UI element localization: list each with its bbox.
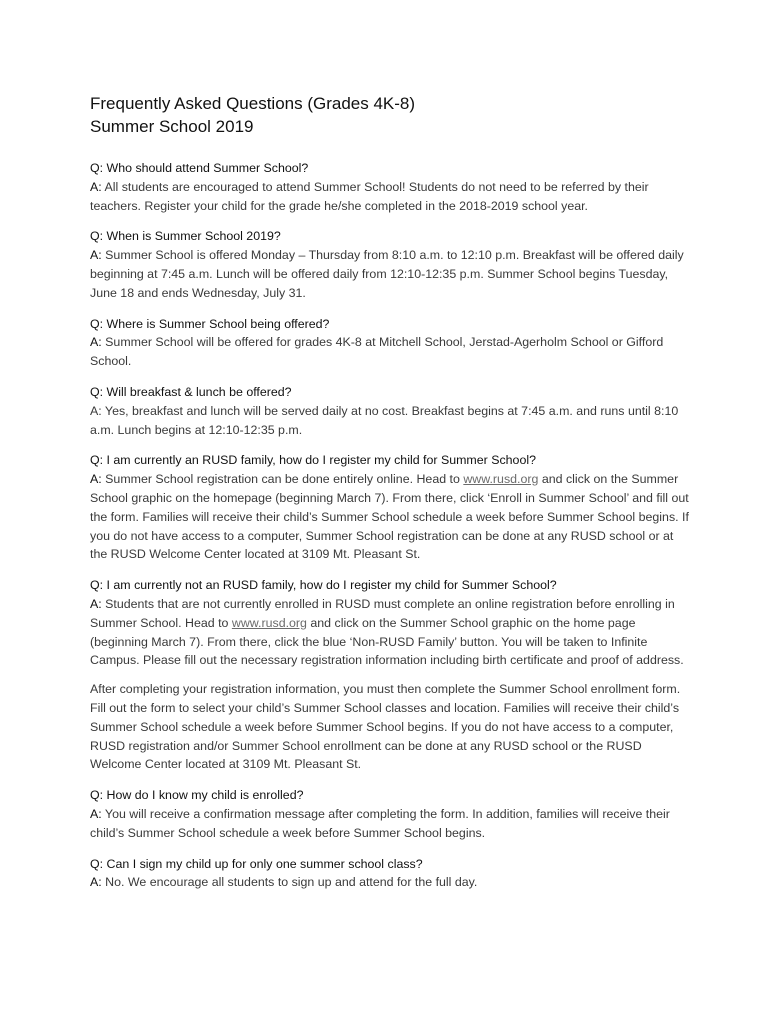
answer-text: Summer School registration can be done entirely online. Head to (101, 472, 464, 487)
answer-prefix: A: (90, 472, 102, 487)
answer-text: and click on the Summer School graphic on the homepage (beginning March 7). From there, click ‘Enroll in Summer School’ and fill out the form. Families will receive their child’s Summer School schedule a week before Summer School begins. If you do not have access to a computer, Summer School registration can be done at any RUSD school or at the RUSD Welcome Center located at 3109 Mt. Pleasant St. (90, 472, 689, 562)
faq-question: Q: I am currently not an RUSD family, how do I register my child for Summer School? (90, 578, 557, 593)
answer-text: Summer School is offered Monday – Thursday from 8:10 a.m. to 12:10 p.m. Breakfast will be offered daily beginning at 7:45 a.m. Lunch will be offered daily from 12:10-12:35 p.m. Summer School begins Tuesday, June 18 and ends Wednesday, July 31. (90, 248, 684, 300)
answer-prefix: A: (90, 806, 102, 821)
faq-item-one-class (90, 855, 690, 893)
faq-answer (90, 873, 690, 892)
faq-item-who (90, 159, 690, 215)
faq-answer (90, 595, 690, 670)
document-title (90, 92, 690, 138)
answer-prefix: A: (90, 875, 102, 890)
answer-prefix: A: (90, 335, 102, 350)
faq-question: Q: How do I know my child is enrolled? (90, 788, 304, 803)
faq-question: Q: Who should attend Summer School? (90, 161, 309, 175)
rusd-website-link[interactable]: www.rusd.org (463, 472, 539, 487)
faq-item-rusd-register (90, 451, 690, 564)
document-page (90, 92, 690, 904)
answer-prefix: A: (90, 596, 102, 611)
faq-item-meals (90, 383, 690, 439)
title-line-2: Summer School 2019 (90, 117, 254, 136)
answer-text: and click on the Summer School graphic on the home page (beginning March 7). From there, click the blue ‘Non-RUSD Family’ button. You will be taken to Infinite Campus. Please fill out the necessary registration information including birth certificate and proof of address. (90, 615, 684, 668)
answer-text: All students are encouraged to attend Summer School! Students do not need to be referred by their teachers. Register your child for the grade he/she completed in the 2018-2019 school year. (90, 179, 649, 213)
faq-question: Q: Where is Summer School being offered? (90, 316, 330, 331)
answer-text: Yes, breakfast and lunch will be served daily at no cost. Breakfast begins at 7:45 a.m. and runs until 8:10 a.m. Lunch begins at 12:10-12:35 p.m. (90, 403, 679, 437)
faq-question: Q: When is Summer School 2019? (90, 229, 281, 244)
answer-prefix: A: (90, 403, 102, 418)
answer-text: Summer School will be offered for grades 4K-8 at Mitchell School, Jerstad-Agerholm School or Gifford School. (90, 335, 664, 369)
answer-text: You will receive a confirmation message after completing the form. In addition, families will receive their child’s Summer School schedule a week before Summer School begins. (90, 806, 670, 840)
title-line-1: Frequently Asked Questions (Grades 4K-8) (90, 94, 416, 113)
answer-text: Students that are not currently enrolled in RUSD must complete an online registration before enrolling in Summer School. Head to (90, 596, 675, 630)
answer-text: No. We encourage all students to sign up and attend for the full day. (101, 875, 478, 890)
faq-item-when (90, 227, 690, 302)
answer-prefix: A: (90, 179, 102, 194)
faq-answer (90, 178, 690, 216)
faq-answer (90, 333, 690, 371)
faq-answer (90, 805, 690, 843)
faq-item-where (90, 315, 690, 371)
rusd-website-link[interactable]: www.rusd.org (231, 615, 307, 630)
faq-answer (90, 246, 690, 302)
faq-answer (90, 402, 690, 440)
faq-item-non-rusd-register (90, 576, 690, 774)
faq-question: Q: Can I sign my child up for only one summer school class? (90, 856, 423, 871)
faq-item-enrolled (90, 786, 690, 842)
faq-answer (90, 470, 690, 564)
faq-answer-continued: After completing your registration information, you must then complete the Summer School enrollment form. Fill out the form to select your child’s Summer School classes and location. Families will receive their child’s Summer School schedule a week before Summer School begins. If you do not have access to a computer, RUSD registration and/or Summer School enrollment can be done at any RUSD school or the RUSD Welcome Center located at 3109 Mt. Pleasant St. (90, 682, 681, 772)
faq-question: Q: Will breakfast & lunch be offered? (90, 384, 292, 399)
faq-question: Q: I am currently an RUSD family, how do I register my child for Summer School? (90, 453, 536, 468)
answer-prefix: A: (90, 248, 102, 263)
